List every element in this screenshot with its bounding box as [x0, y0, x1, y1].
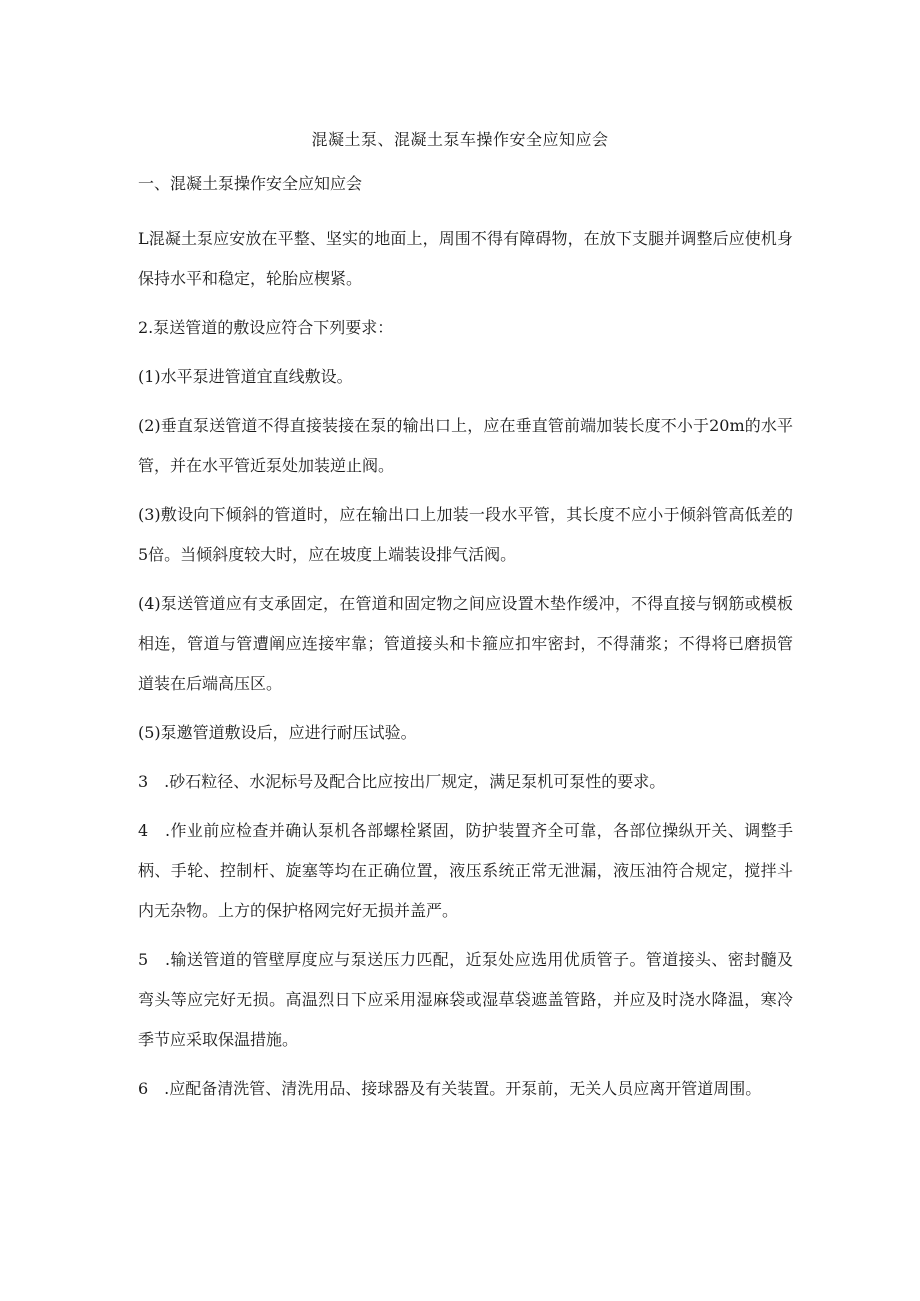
paragraph-5: 5 .输送管道的管壁厚度应与泵送压力匹配，近泵处应选用优质管子。管道接头、密封髓及弯头等应完好无损。高温烈日下应采用湿麻袋或湿草袋遮盖管路，并应及时浇水降温，寒冷季节应采取保温措施。 [138, 950, 793, 1049]
document-title: 混凝土泵、混凝土泵车操作安全应知应会 [311, 130, 609, 149]
document-body [138, 219, 793, 1118]
section-heading: 一、混凝土泵操作安全应知应会 [138, 174, 363, 193]
paragraph-2-5: (5)泵邀管道敷设后，应进行耐压试验。 [138, 723, 417, 742]
paragraph-2-1: (1)水平泵进管道宜直线敷设。 [138, 367, 353, 386]
paragraph-2-4: (4)泵送管道应有支承固定，在管道和固定物之间应设置木垫作缓冲，不得直接与钢筋或模板相连，管道与管遭阐应连接牢靠；管道接头和卡箍应扣牢密封，不得蒲浆；不得将已磨损管道装在后端高压区。 [138, 594, 793, 693]
paragraph-6: 6 .应配备清洗管、清洗用品、接球器及有关装置。开泵前，无关人员应离开管道周围。 [138, 1079, 762, 1098]
paragraph-2-3: (3)敷设向下倾斜的管道时，应在输出口上加装一段水平管，其长度不应小于倾斜管高低差的5倍。当倾斜度较大时，应在坡度上端装设排气活阀。 [138, 505, 793, 564]
paragraph-4: 4 .作业前应检查并确认泵机各部螺栓紧固，防护装置齐全可靠，各部位操纵开关、调整手柄、手轮、控制杆、旋塞等均在正确位置，液压系统正常无泄漏，液压油符合规定，搅拌斗内无杂物。上方的保护格网完好无损并盖严。 [138, 821, 793, 920]
paragraph-2: 2.泵送管道的敷设应符合下列要求： [138, 318, 394, 337]
paragraph-1: L混凝土泵应安放在平整、坚实的地面上，周围不得有障碍物，在放下支腿并调整后应使机身保持水平和稳定，轮胎应楔紧。 [138, 229, 793, 288]
paragraph-3: 3 .砂石粒径、水泥标号及配合比应按出厂规定，满足泵机可泵性的要求。 [138, 772, 666, 791]
paragraph-2-2: (2)垂直泵送管道不得直接装接在泵的输出口上，应在垂直管前端加装长度不小于20m的水平管，并在水平管近泵处加装逆止阀。 [138, 416, 793, 475]
